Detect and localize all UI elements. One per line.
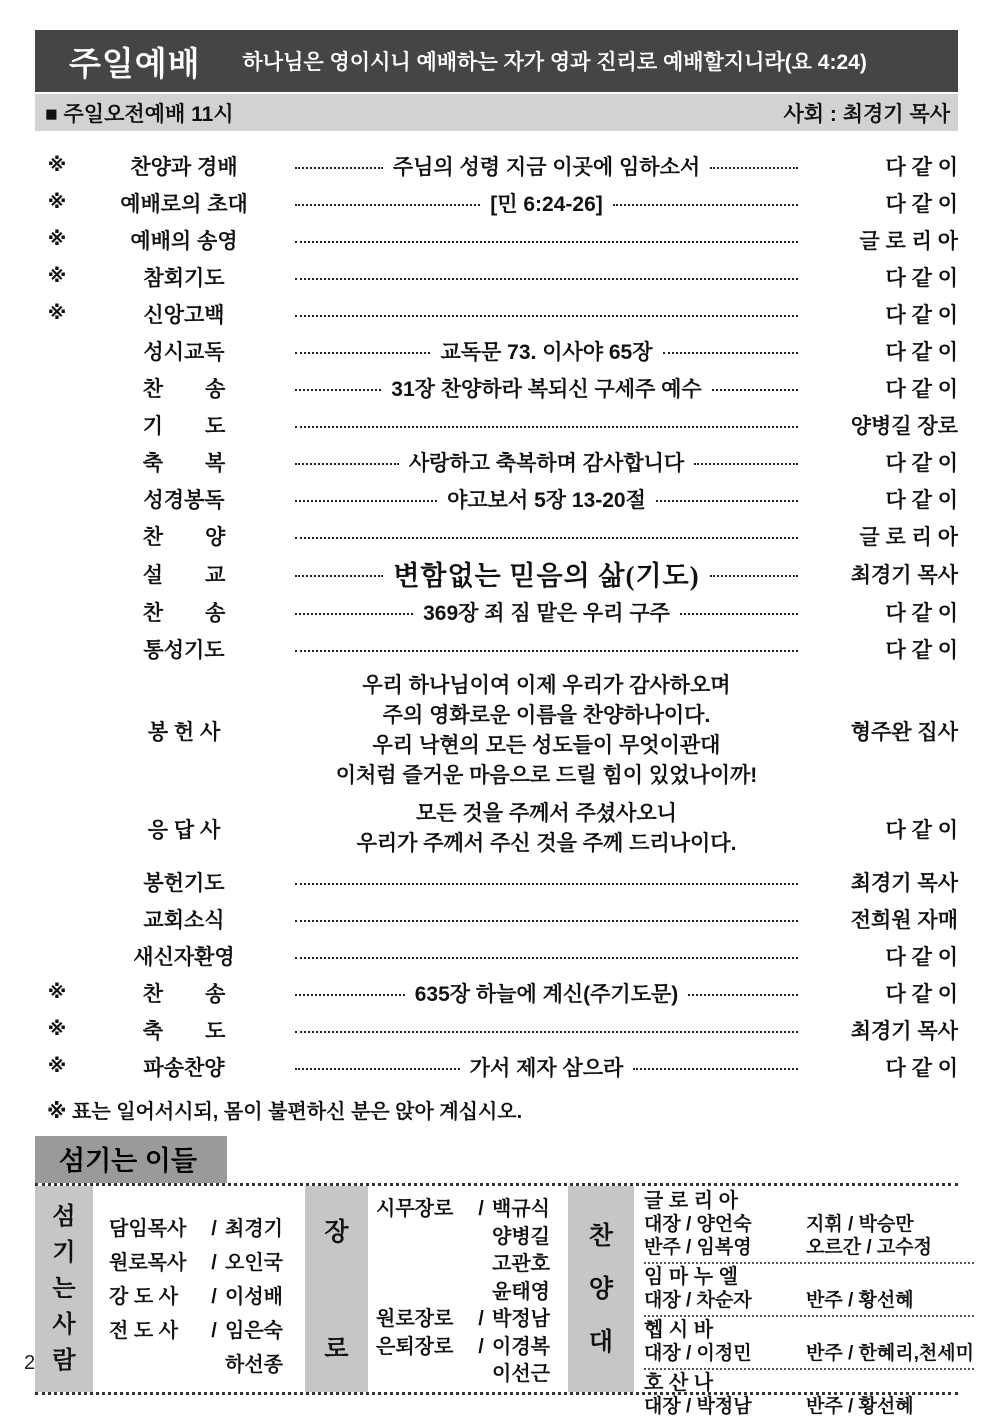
order-item-performer: 최경기 목사 bbox=[850, 871, 958, 895]
order-row bbox=[35, 974, 958, 1011]
page-number: 2 bbox=[24, 1352, 36, 1374]
order-item-performer: 글 로 리 아 bbox=[859, 229, 958, 253]
standing-mark: ※ bbox=[47, 266, 67, 287]
order-item-text-line: 우리 낙현의 모든 성도들이 무엇이관대 bbox=[372, 734, 721, 757]
order-item-label: 성경봉독 bbox=[143, 488, 225, 512]
vertical-header-char: 장 bbox=[324, 1218, 349, 1246]
order-item-content: 31장 찬양하라 복되신 구세주 예수 bbox=[391, 377, 702, 401]
standing-mark: ※ bbox=[47, 1019, 67, 1040]
role-name-separator: / bbox=[211, 1218, 217, 1240]
order-item-performer: 다 같 이 bbox=[885, 1056, 958, 1080]
order-item-text-line: 이처럼 즐거운 마음으로 드릴 힘이 있었나이까! bbox=[335, 764, 758, 787]
choir-role-pair: 반주 / 한혜리,천세미 bbox=[806, 1343, 974, 1364]
order-item-middle bbox=[289, 188, 808, 218]
order-item-content: 사랑하고 축복하며 감사합니다 bbox=[408, 451, 685, 475]
dotted-leader bbox=[295, 426, 798, 428]
servant-name: 최경기 bbox=[225, 1218, 283, 1240]
servant-role: 원로장로 bbox=[376, 1308, 454, 1330]
servant-name: 이성배 bbox=[225, 1286, 283, 1308]
order-item-performer: 다 같 이 bbox=[885, 601, 958, 625]
dotted-leader bbox=[656, 500, 798, 502]
dotted-leader bbox=[295, 389, 381, 391]
order-item-label: 참회기도 bbox=[143, 266, 225, 290]
servant-role bbox=[376, 1361, 470, 1389]
order-item-performer: 다 같 이 bbox=[885, 982, 958, 1006]
servant-role: 담임목사 bbox=[109, 1218, 187, 1240]
dotted-leader bbox=[688, 994, 798, 996]
standing-mark: ※ bbox=[47, 155, 67, 176]
choir-staff-line bbox=[644, 1236, 974, 1259]
choir-role-pair: 반주 / 황선혜 bbox=[806, 1396, 914, 1417]
order-item-middle bbox=[289, 1027, 808, 1033]
order-row bbox=[35, 863, 958, 900]
vertical-header-char: 로 bbox=[324, 1335, 349, 1363]
order-item-middle bbox=[289, 916, 808, 922]
servant-line bbox=[109, 1314, 305, 1348]
dotted-leader bbox=[295, 883, 798, 885]
staff-column-header bbox=[35, 1186, 93, 1392]
vertical-header-char: 기 bbox=[52, 1239, 76, 1266]
order-row bbox=[35, 221, 958, 258]
servant-name: 박정남 bbox=[492, 1308, 550, 1330]
choir-staff-line bbox=[644, 1395, 974, 1418]
order-row bbox=[35, 147, 958, 184]
dotted-leader bbox=[710, 167, 798, 169]
order-item-label: 파송찬양 bbox=[143, 1056, 225, 1080]
vertical-header-char: 사 bbox=[52, 1311, 76, 1338]
order-row bbox=[35, 900, 958, 937]
order-item-performer: 다 같 이 bbox=[885, 340, 958, 364]
order-row bbox=[35, 517, 958, 554]
servant-name: 고관호 bbox=[492, 1253, 550, 1275]
servant-role bbox=[376, 1251, 470, 1279]
choir-staff-line bbox=[644, 1213, 974, 1236]
order-item-text-line: 우리 하나님이여 이제 우리가 감사하오며 bbox=[362, 674, 731, 697]
order-item-label: 성시교독 bbox=[143, 340, 225, 364]
dotted-leader bbox=[295, 278, 798, 280]
order-item-content: 369장 죄 짐 맡은 우리 구주 bbox=[423, 601, 670, 625]
order-row bbox=[35, 667, 958, 795]
choir-role-pair: 오르간 / 고수정 bbox=[806, 1237, 932, 1258]
servant-role: 전 도 사 bbox=[109, 1320, 179, 1342]
choir-group-name: 글 로 리 아 bbox=[644, 1190, 738, 1212]
order-item-label: 예배의 송영 bbox=[130, 229, 238, 253]
order-item-middle bbox=[289, 151, 808, 181]
servant-line bbox=[376, 1196, 568, 1224]
choir-group bbox=[644, 1188, 974, 1262]
servant-line bbox=[109, 1212, 305, 1246]
order-item-performer: 다 같 이 bbox=[885, 192, 958, 216]
dotted-leader bbox=[295, 957, 798, 959]
dotted-leader bbox=[680, 613, 798, 615]
dotted-leader bbox=[295, 994, 405, 996]
order-item-performer: 다 같 이 bbox=[885, 377, 958, 401]
order-item-middle bbox=[289, 447, 808, 477]
elders-column-header bbox=[305, 1186, 368, 1392]
order-item-performer: 다 같 이 bbox=[885, 266, 958, 290]
role-name-separator: / bbox=[478, 1308, 484, 1330]
servant-line bbox=[109, 1348, 305, 1382]
servant-role: 원로목사 bbox=[109, 1252, 187, 1274]
order-item-text-line: 우리가 주께서 주신 것을 주께 드리나이다. bbox=[356, 832, 737, 855]
order-item-label: 찬 송 bbox=[142, 377, 226, 401]
dotted-leader bbox=[710, 575, 798, 577]
dotted-leader bbox=[295, 241, 798, 243]
order-item-content: 교독문 73. 이사야 65장 bbox=[440, 340, 653, 364]
dotted-leader bbox=[295, 613, 413, 615]
servant-name: 윤태영 bbox=[492, 1280, 550, 1303]
servant-line bbox=[376, 1334, 568, 1362]
servant-name: 양병길 bbox=[492, 1225, 550, 1248]
dotted-leader bbox=[712, 389, 798, 391]
order-item-middle bbox=[289, 311, 808, 317]
standing-footnote: ※ 표는 일어서시되, 몸이 불편하신 분은 앉아 계십시오. bbox=[47, 1101, 523, 1123]
order-item-content: 주님의 성령 지금 이곳에 임하소서 bbox=[392, 155, 701, 179]
servant-name: 임은숙 bbox=[225, 1320, 283, 1342]
servant-role: 시무장로 bbox=[376, 1198, 454, 1220]
order-item-label: 새신자환영 bbox=[133, 945, 235, 969]
dotted-leader bbox=[295, 650, 798, 652]
order-item-middle bbox=[289, 274, 808, 280]
choir-role-pair: 대장 / 양언숙 bbox=[644, 1214, 752, 1235]
page-title: 주일예배 bbox=[69, 44, 201, 82]
servant-line bbox=[376, 1224, 568, 1252]
dotted-leader bbox=[295, 204, 480, 206]
dotted-leader bbox=[694, 463, 798, 465]
dotted-leader bbox=[295, 352, 430, 354]
order-item-performer: 다 같 이 bbox=[885, 638, 958, 662]
role-name-separator: / bbox=[211, 1286, 217, 1308]
order-item-middle bbox=[289, 1052, 808, 1082]
order-item-performer: 글 로 리 아 bbox=[859, 525, 958, 549]
order-item-content: 가서 제자 삼으라 bbox=[469, 1056, 624, 1080]
order-item-text-block bbox=[295, 795, 798, 863]
dotted-leader bbox=[295, 1031, 798, 1033]
dotted-leader bbox=[633, 1068, 798, 1070]
vertical-header-char: 섬 bbox=[52, 1203, 76, 1230]
dotted-leader bbox=[295, 537, 798, 539]
order-item-middle bbox=[289, 237, 808, 243]
vertical-header-char: 대 bbox=[588, 1327, 614, 1356]
order-item-text-block bbox=[295, 667, 798, 795]
order-item-middle bbox=[289, 554, 808, 593]
elders-list bbox=[368, 1186, 568, 1392]
order-item-middle bbox=[289, 484, 808, 514]
servant-role bbox=[376, 1224, 470, 1252]
order-row bbox=[35, 369, 958, 406]
order-item-performer: 양병길 장로 bbox=[850, 414, 958, 438]
order-item-middle bbox=[289, 336, 808, 366]
choir-group-name: 임 마 누 엘 bbox=[644, 1266, 738, 1288]
order-item-label: 통성기도 bbox=[143, 638, 225, 662]
servant-line bbox=[376, 1306, 568, 1334]
choir-staff-line bbox=[644, 1289, 974, 1312]
servant-name: 백규식 bbox=[492, 1198, 550, 1220]
vertical-header-char: 는 bbox=[52, 1275, 76, 1302]
order-item-label: 교회소식 bbox=[143, 908, 225, 932]
choir-group-name: 호 산 나 bbox=[644, 1372, 714, 1394]
choir-role-pair: 반주 / 임복영 bbox=[644, 1237, 752, 1258]
choir-role-pair: 대장 / 이정민 bbox=[644, 1343, 752, 1364]
servant-line bbox=[109, 1280, 305, 1314]
role-name-separator: / bbox=[478, 1335, 484, 1358]
order-item-middle bbox=[289, 373, 808, 403]
service-name: ■ 주일오전예배 11시 bbox=[45, 102, 234, 126]
servant-line bbox=[376, 1279, 568, 1307]
standing-mark: ※ bbox=[47, 1056, 67, 1077]
order-item-middle bbox=[289, 978, 808, 1008]
servant-name: 이경복 bbox=[492, 1335, 550, 1358]
order-row bbox=[35, 554, 958, 593]
servant-line bbox=[376, 1251, 568, 1279]
servant-name: 이선근 bbox=[492, 1363, 550, 1385]
order-item-middle bbox=[289, 879, 808, 885]
order-row bbox=[35, 937, 958, 974]
order-item-performer: 다 같 이 bbox=[885, 488, 958, 512]
order-item-label: 응 답 사 bbox=[147, 819, 221, 842]
choir-group bbox=[644, 1315, 974, 1368]
order-item-text-line: 모든 것을 주께서 주셨사오니 bbox=[416, 802, 677, 825]
order-item-label: 봉 헌 사 bbox=[147, 721, 221, 744]
order-item-label: 찬 송 bbox=[142, 982, 226, 1006]
standing-mark: ※ bbox=[47, 303, 67, 324]
servant-name: 하선종 bbox=[225, 1354, 283, 1376]
order-item-middle bbox=[289, 953, 808, 959]
order-item-middle bbox=[289, 795, 808, 863]
choir-list bbox=[634, 1186, 976, 1417]
choir-role-pair: 대장 / 박정남 bbox=[644, 1396, 752, 1417]
order-item-content: 야고보서 5장 13-20절 bbox=[447, 488, 646, 512]
order-item-middle bbox=[289, 646, 808, 652]
order-item-label: 찬 양 bbox=[142, 525, 226, 549]
order-item-performer: 최경기 목사 bbox=[850, 563, 958, 587]
dotted-leader bbox=[295, 315, 798, 317]
worship-order-list bbox=[35, 147, 958, 1085]
vertical-header-char: 양 bbox=[588, 1274, 614, 1303]
order-item-content: 635장 하늘에 계신(주기도문) bbox=[414, 982, 679, 1006]
order-item-label: 예배로의 초대 bbox=[120, 192, 248, 216]
order-row bbox=[35, 258, 958, 295]
role-name-separator: / bbox=[211, 1320, 217, 1342]
order-row bbox=[35, 332, 958, 369]
order-row bbox=[35, 295, 958, 332]
order-item-performer: 다 같 이 bbox=[885, 155, 958, 179]
order-row bbox=[35, 630, 958, 667]
choir-staff-line bbox=[644, 1342, 974, 1365]
order-item-performer: 형주완 집사 bbox=[850, 721, 958, 744]
order-item-content: [민 6:24-26] bbox=[490, 192, 603, 216]
standing-mark: ※ bbox=[47, 229, 67, 250]
servant-role: 은퇴장로 bbox=[376, 1335, 454, 1358]
dotted-leader bbox=[295, 1068, 460, 1070]
role-name-separator: / bbox=[478, 1198, 484, 1220]
dotted-leader bbox=[295, 575, 383, 577]
vertical-header-char: 람 bbox=[52, 1347, 76, 1374]
order-item-label: 찬 송 bbox=[142, 601, 226, 625]
order-row bbox=[35, 184, 958, 221]
servant-name: 오인국 bbox=[225, 1252, 283, 1274]
order-item-performer: 최경기 목사 bbox=[850, 1019, 958, 1043]
choir-role-pair: 대장 / 차순자 bbox=[644, 1290, 752, 1311]
dotted-leader bbox=[295, 920, 798, 922]
order-item-performer: 다 같 이 bbox=[885, 303, 958, 327]
choir-group bbox=[644, 1368, 974, 1421]
dotted-leader bbox=[613, 204, 798, 206]
order-row bbox=[35, 593, 958, 630]
header-verse: 하나님은 영이시니 예배하는 자가 영과 진리로 예배할지니라(요 4:24) bbox=[242, 51, 867, 74]
role-name-separator: / bbox=[211, 1252, 217, 1274]
order-item-middle bbox=[289, 667, 808, 795]
dotted-leader bbox=[663, 352, 798, 354]
order-item-performer: 다 같 이 bbox=[885, 451, 958, 475]
order-row bbox=[35, 406, 958, 443]
presider-label: 사회 : 최경기 목사 bbox=[783, 102, 950, 126]
choir-column-header bbox=[568, 1186, 634, 1392]
order-item-label: 축 복 bbox=[142, 451, 226, 475]
order-item-middle bbox=[289, 422, 808, 428]
order-row bbox=[35, 480, 958, 517]
staff-list bbox=[93, 1186, 305, 1392]
servant-role bbox=[109, 1348, 203, 1382]
dotted-leader bbox=[295, 167, 383, 169]
standing-mark: ※ bbox=[47, 982, 67, 1003]
order-item-label: 찬양과 경배 bbox=[130, 155, 238, 179]
order-item-text-line: 주의 영화로운 이름을 찬양하나이다. bbox=[382, 704, 711, 727]
choir-role-pair: 반주 / 황선혜 bbox=[806, 1290, 914, 1311]
order-item-label: 설 교 bbox=[142, 563, 226, 587]
vertical-header-char: 찬 bbox=[588, 1221, 614, 1250]
servant-line bbox=[376, 1361, 568, 1389]
order-row bbox=[35, 1048, 958, 1085]
dotted-leader bbox=[295, 463, 399, 465]
service-subheader bbox=[35, 94, 958, 131]
order-row bbox=[35, 795, 958, 863]
order-item-label: 기 도 bbox=[142, 414, 226, 438]
sermon-title: 변함없는 믿음의 삶(기도) bbox=[393, 561, 700, 591]
order-row bbox=[35, 1011, 958, 1048]
servants-section-title: 섬기는 이들 bbox=[35, 1136, 227, 1183]
order-item-performer: 다 같 이 bbox=[885, 819, 958, 842]
choir-role-pair: 지휘 / 박승만 bbox=[806, 1214, 914, 1235]
dotted-leader bbox=[295, 500, 437, 502]
order-item-performer: 전희원 자매 bbox=[850, 908, 958, 932]
servant-role: 강 도 사 bbox=[109, 1286, 179, 1308]
order-item-performer: 다 같 이 bbox=[885, 945, 958, 969]
servant-role bbox=[376, 1279, 470, 1307]
order-item-label: 봉헌기도 bbox=[143, 871, 225, 895]
servant-line bbox=[109, 1246, 305, 1280]
standing-mark: ※ bbox=[47, 192, 67, 213]
order-item-middle bbox=[289, 533, 808, 539]
order-row bbox=[35, 443, 958, 480]
order-item-label: 축 도 bbox=[142, 1019, 226, 1043]
choir-group bbox=[644, 1262, 974, 1315]
order-item-label: 신앙고백 bbox=[143, 303, 225, 327]
order-item-middle bbox=[289, 597, 808, 627]
choir-group-name: 헵 시 바 bbox=[644, 1319, 714, 1341]
servants-table bbox=[35, 1183, 974, 1417]
worship-header bbox=[35, 30, 958, 92]
